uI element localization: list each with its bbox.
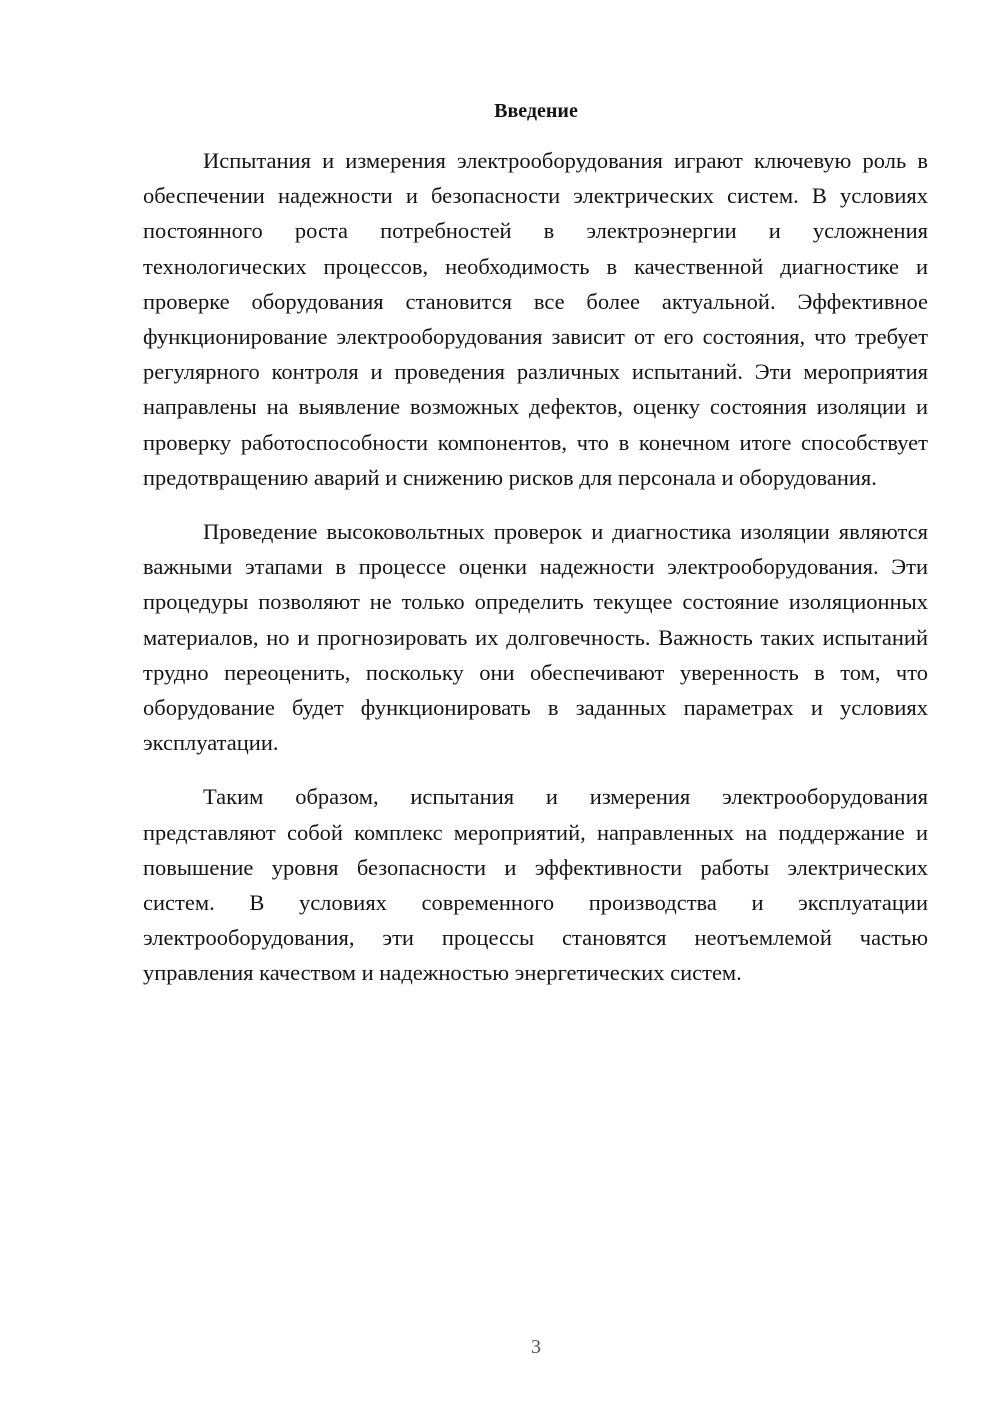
paragraph-2: Проведение высоковольтных проверок и диагностика изоляции являются важными этапами в процессе оценки надежности электрооборудования. Эти процедуры позволяют не только определить текущее состояние изоляционных материалов, но и прогнозировать их долговечность. Важность таких испытаний трудно переоценить, поскольку они обеспечивают уверенность в том, что оборудование будет функционировать в заданных параметрах и условиях эксплуатации.: [143, 519, 928, 756]
body-text: [143, 143, 928, 991]
section-heading: Введение: [494, 100, 578, 122]
paragraph-3: Таким образом, испытания и измерения электрооборудования представляют собой комплекс мероприятий, направленных на поддержание и повышение уровня безопасности и эффективности работы электрических систем. В условиях современного производства и эксплуатации электрооборудования, эти процессы становятся неотъемлемой частью управления качеством и надежностью энергетических систем.: [143, 784, 928, 986]
page-number: 3: [531, 1336, 541, 1358]
paragraph-1: Испытания и измерения электрооборудования играют ключевую роль в обеспечении надежности и безопасности электрических систем. В условиях постоянного роста потребностей в электроэнергии и усложнения технологических процессов, необходимость в качественной диагностике и проверке оборудования становится все более актуальной. Эффективное функционирование электрооборудования зависит от его состояния, что требует регулярного контроля и проведения различных испытаний. Эти мероприятия направлены на выявление возможных дефектов, оценку состояния изоляции и проверку работоспособности компонентов, что в конечном итоге способствует предотвращению аварий и снижению рисков для персонала и оборудования.: [143, 148, 928, 490]
